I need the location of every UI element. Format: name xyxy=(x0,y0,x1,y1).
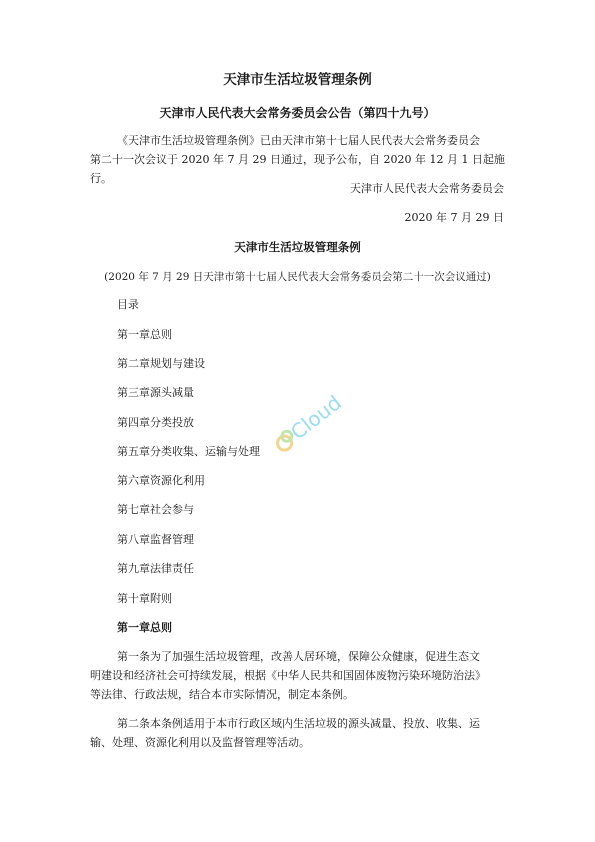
chapter-1-heading: 第一章总则 xyxy=(117,621,172,634)
announcement-line-3: 行。 xyxy=(90,172,112,185)
article-2-line-1: 第二条本条例适用于本市行政区域内生活垃圾的源头减量、投放、收集、运 xyxy=(117,717,480,730)
document-title: 天津市生活垃圾管理条例 xyxy=(223,72,372,88)
toc-item: 第八章监督管理 xyxy=(117,533,194,546)
toc-item: 第九章法律责任 xyxy=(117,562,194,575)
toc-item: 第五章分类收集、运输与处理 xyxy=(117,445,260,458)
announcement-line-2: 第二十一次会议于 2020 年 7 月 29 日通过，现予公布，自 2020 年 12 月 1 日起施 xyxy=(90,153,505,166)
toc-item: 第三章源头减量 xyxy=(117,386,194,399)
watermark-text: Cloud xyxy=(286,390,346,445)
toc-item: 第一章总则 xyxy=(117,328,172,341)
toc-item: 第六章资源化利用 xyxy=(117,474,205,487)
announcement-heading: 天津市人民代表大会常务委员会公告（第四十九号） xyxy=(159,106,436,120)
toc-item: 第四章分类投放 xyxy=(117,416,194,429)
article-1-line-1: 第一条为了加强生活垃圾管理，改善人居环境，保障公众健康，促进生态文 xyxy=(117,650,480,663)
toc-item: 第十章附则 xyxy=(117,592,172,605)
adoption-note: (2020 年 7 月 29 日天津市第十七届人民代表大会常务委员会第二十一次会议通过) xyxy=(104,271,491,283)
announcement-line-1: 《天津市生活垃圾管理条例》已由天津市第十七届人民代表大会常务委员会 xyxy=(117,134,480,147)
cloud-watermark xyxy=(264,384,354,464)
article-1-line-2: 明建设和经济社会可持续发展，根据《中华人民共和国固体废物污染环境防治法》 xyxy=(90,669,486,682)
article-2-line-2: 输、处理、资源化利用以及监督管理等活动。 xyxy=(90,736,310,749)
issuer: 天津市人民代表大会常务委员会 xyxy=(350,182,504,195)
toc-label: 目录 xyxy=(117,298,139,311)
issue-date: 2020 年 7 月 29 日 xyxy=(404,211,504,224)
cloud-watermark-graphic xyxy=(264,384,354,464)
regulation-title: 天津市生活垃圾管理条例 xyxy=(234,240,361,254)
article-1-line-3: 等法律、行政法规，结合本市实际情况，制定本条例。 xyxy=(90,688,354,701)
toc-item: 第二章规划与建设 xyxy=(117,357,205,370)
toc-item: 第七章社会参与 xyxy=(117,503,194,516)
